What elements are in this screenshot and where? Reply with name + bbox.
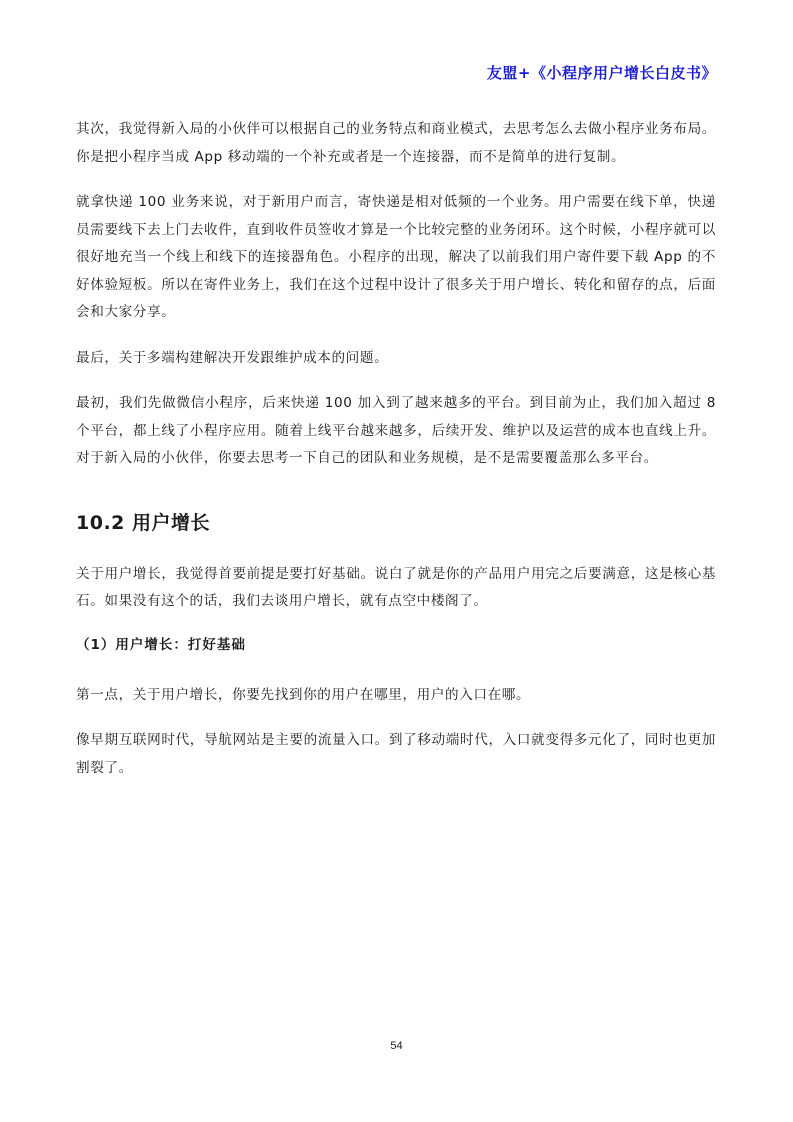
sub-heading: （1）用户增长：打好基础 [76,636,246,653]
page-content [76,116,716,800]
paragraph: 就拿快递 100 业务来说，对于新用户而言，寄快递是相对低频的一个业务。用户需要在线下单，快递员需要线下去上门去收件，直到收件员签收才算是一个比较完整的业务闭环。这个时候，小程序就可以很好地充当一个线上和线下的连接器角色。小程序的出现，解决了以前我们用户寄件要下载 App 的不好体验短板。所以在寄件业务上，我们在这个过程中设计了很多关于用户增长、转化和留存的点，后面会和大家分享。 [76,194,716,320]
section-intro-paragraph: 关于用户增长，我觉得首要前提是要打好基础。说白了就是你的产品用户用完之后要满意，这是核心基石。如果没有这个的话，我们去谈用户增长，就有点空中楼阁了。 [76,565,716,609]
paragraph: 第一点，关于用户增长，你要先找到你的用户在哪里，用户的入口在哪。 [76,686,531,703]
paragraph: 最初，我们先做微信小程序，后来快递 100 加入到了越来越多的平台。到目前为止，我们加入超过 8 个平台，都上线了小程序应用。随着上线平台越来越多，后续开发、维护以及运营的成本也直线上升。对于新入局的小伙伴，你要去思考一下自己的团队和业务规模，是不是需要覆盖那么多平台。 [76,395,716,466]
page-number: 54 [390,1040,403,1052]
paragraph: 像早期互联网时代，导航网站是主要的流量入口。到了移动端时代，入口就变得多元化了，同时也更加割裂了。 [76,732,716,776]
paragraph: 最后，关于多端构建解决开发跟维护成本的问题。 [76,349,389,366]
section-heading: 10.2 用户增长 [76,511,210,534]
paragraph: 其次，我觉得新入局的小伙伴可以根据自己的业务特点和商业模式，去思考怎么去做小程序业务布局。你是把小程序当成 App 移动端的一个补充或者是一个连接器，而不是简单的进行复制。 [76,121,716,165]
document-header-title: 友盟+《小程序用户增长白皮书》 [486,64,717,82]
